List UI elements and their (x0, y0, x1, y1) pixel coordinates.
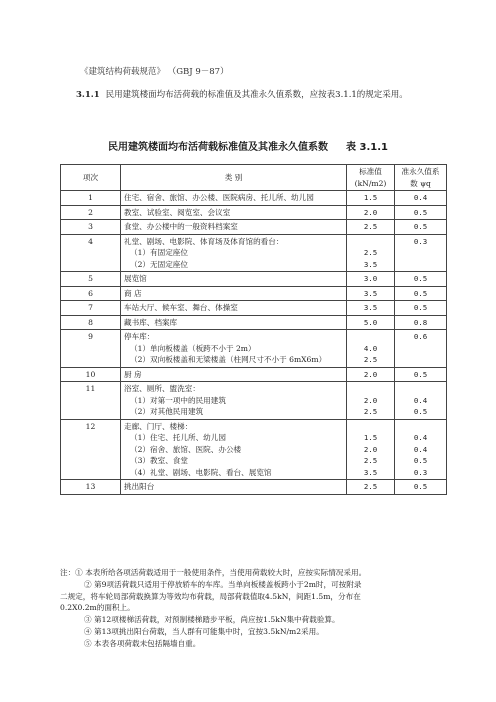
quasi-permanent-coefficient: 0.4 (413, 433, 428, 442)
category-line: 停车库： (124, 332, 155, 341)
table-row (61, 330, 447, 368)
quasi-permanent-coefficient: 0.5 (413, 207, 428, 217)
standard-value (350, 236, 391, 248)
note-2-line-1: ② 第9项活荷载只适用于停放轿车的车库。当单向板楼盖板跨小于2m时，可按附录 (84, 579, 362, 589)
quasi-permanent-coefficient: 0.5 (413, 369, 428, 379)
standard-value: 2.5 (363, 222, 378, 231)
category-line: （2）宿舍、旅馆、医院、办公楼 (130, 444, 242, 454)
row-standard-value (347, 367, 395, 382)
standard-value: 2.0 (363, 369, 378, 379)
row-index: 1 (61, 191, 121, 206)
category-line: 礼堂、剧场、电影院、体育场及体育馆的看台： (124, 236, 284, 246)
table-row (61, 301, 447, 316)
row-standard-value (347, 330, 395, 368)
note-5: ⑤ 本表各项荷载未包括隔墙自重。 (84, 638, 201, 648)
live-load-table (60, 164, 447, 495)
note-2-line-3: 0.2X0.2m的面积上。 (60, 603, 135, 613)
quasi-permanent-coefficient: 0.5 (413, 482, 428, 491)
row-category (121, 382, 347, 420)
standard-value (350, 331, 391, 343)
table-row (61, 220, 447, 235)
quasi-permanent-coefficient: 0.5 (413, 456, 428, 465)
category-line: （4）礼堂、剧场、电影院、看台、展览馆 (130, 467, 272, 477)
row-quasi-permanent (395, 220, 447, 235)
row-quasi-permanent (395, 480, 447, 495)
category-line: （1）有固定座位 (130, 248, 188, 257)
row-category (121, 330, 347, 368)
standard-value: 3.5 (363, 467, 378, 477)
quasi-permanent-coefficient (398, 247, 443, 259)
category-line: 教室、试验室、阅览室、会议室 (124, 207, 231, 217)
row-quasi-permanent (395, 382, 447, 420)
quasi-permanent-coefficient: 0.3 (413, 236, 428, 246)
row-quasi-permanent (395, 301, 447, 316)
header-category: 类 别 (121, 165, 347, 191)
quasi-permanent-coefficient: 0.4 (413, 395, 428, 405)
standard-value: 3.5 (363, 288, 378, 298)
category-line: （2）双向板楼盖和无梁楼盖（柱网尺寸不小于 6mX6m） (130, 355, 327, 364)
quasi-permanent-coefficient (398, 343, 443, 355)
row-index: 4 (61, 234, 121, 272)
category-line: （1）单向板楼盖（板跨不小于 2m） (130, 343, 256, 353)
table-body (61, 191, 447, 495)
row-standard-value (347, 220, 395, 235)
row-quasi-permanent (395, 286, 447, 301)
row-category (121, 315, 347, 330)
row-standard-value (347, 419, 395, 480)
category-line: 挑出阳台 (124, 482, 155, 491)
row-category (121, 272, 347, 287)
row-index: 3 (61, 220, 121, 235)
standard-value: 2.5 (363, 355, 378, 364)
table-row (61, 286, 447, 301)
document-reference: 《建筑结构荷载规范》 （GBJ 9－87） (80, 67, 229, 77)
row-standard-value (347, 234, 395, 272)
row-category (121, 205, 347, 220)
header-index: 项次 (61, 165, 121, 191)
row-quasi-permanent (395, 315, 447, 330)
standard-value: 2.0 (363, 207, 378, 217)
quasi-permanent-coefficient: 0.4 (413, 193, 428, 202)
header-standard-value: 标准值(kN/m2) (347, 165, 395, 191)
standard-value: 3.5 (363, 303, 378, 312)
table-title (0, 138, 496, 153)
row-index: 7 (61, 301, 121, 316)
note-4: ④ 第13项挑出阳台荷载，当人群有可能集中时，宜按3.5kN/m2采用。 (84, 626, 324, 636)
table-number: 表 3.1.1 (346, 142, 388, 153)
quasi-permanent-coefficient: 0.3 (413, 467, 428, 477)
standard-value: 1.5 (363, 433, 378, 442)
category-line: （3）教室、食堂 (130, 456, 188, 465)
row-standard-value (347, 301, 395, 316)
quasi-permanent-coefficient: 0.6 (413, 332, 428, 341)
row-quasi-permanent (395, 272, 447, 287)
row-category (121, 286, 347, 301)
row-category (121, 234, 347, 272)
row-index: 6 (61, 286, 121, 301)
row-index: 9 (61, 330, 121, 368)
table-row (61, 234, 447, 272)
category-line: 商 店 (124, 288, 142, 298)
quasi-permanent-coefficient: 0.5 (413, 303, 428, 312)
quasi-permanent-coefficient: 0.8 (413, 317, 428, 327)
category-line: 食堂、办公楼中的一般资料档案室 (124, 222, 238, 231)
category-line: 藏书库、档案库 (124, 317, 178, 327)
category-line: 车站大厅、候车室、舞台、体操室 (124, 303, 238, 312)
row-index: 8 (61, 315, 121, 330)
row-standard-value (347, 191, 395, 206)
quasi-permanent-coefficient: 0.4 (413, 444, 428, 454)
standard-value: 2.5 (363, 456, 378, 465)
standard-value (350, 383, 391, 395)
row-category (121, 191, 347, 206)
row-index: 10 (61, 367, 121, 382)
category-line: 展览馆 (124, 274, 147, 283)
quasi-permanent-coefficient: 0.5 (413, 222, 428, 231)
quasi-permanent-coefficient: 0.5 (413, 407, 428, 416)
category-line: （1）对第一项中的民用建筑 (130, 395, 226, 405)
note-1: 注：① 本表所给各项活荷载适用于一般使用条件，当使用荷载较大时，应按实际情况采用。 (60, 568, 367, 577)
standard-value (350, 421, 391, 433)
row-index: 5 (61, 272, 121, 287)
row-index: 13 (61, 480, 121, 495)
table-row (61, 272, 447, 287)
standard-value: 2.0 (363, 444, 378, 454)
row-quasi-permanent (395, 419, 447, 480)
standard-value: 5.0 (363, 317, 378, 327)
row-category (121, 480, 347, 495)
category-line: 走廊、门厅、楼梯： (124, 421, 193, 431)
row-quasi-permanent (395, 191, 447, 206)
table-row (61, 419, 447, 480)
standard-value: 3.5 (363, 259, 378, 269)
category-line: 浴室、厕所、盥洗室： (124, 384, 200, 393)
category-line: 厨 房 (124, 369, 142, 379)
clause-text: 民用建筑楼面均布活荷载的标准值及其准永久值系数，应按表3.1.1的规定采用。 (105, 90, 408, 100)
category-line: （2）无固定座位 (130, 259, 188, 269)
row-quasi-permanent (395, 205, 447, 220)
row-standard-value (347, 382, 395, 420)
quasi-permanent-coefficient: 0.5 (413, 274, 428, 283)
table-title-text: 民用建筑楼面均布活荷载标准值及其准永久值系数 (108, 142, 329, 153)
table-row (61, 480, 447, 495)
row-standard-value (347, 480, 395, 495)
quasi-permanent-coefficient (398, 421, 443, 433)
row-index: 12 (61, 419, 121, 480)
row-category (121, 220, 347, 235)
standard-value: 3.0 (363, 274, 378, 283)
row-category (121, 419, 347, 480)
row-standard-value (347, 315, 395, 330)
standard-value: 1.5 (363, 193, 378, 202)
row-quasi-permanent (395, 367, 447, 382)
quasi-permanent-coefficient (398, 259, 443, 271)
clause-paragraph (60, 88, 440, 103)
row-index: 11 (61, 382, 121, 420)
quasi-permanent-coefficient (398, 383, 443, 395)
clause-number: 3.1.1 (76, 90, 100, 100)
row-standard-value (347, 205, 395, 220)
standard-value: 2.5 (363, 407, 378, 416)
category-line: 住宅、宿舍、旅馆、办公楼、医院病房、托儿所、幼儿园 (124, 193, 314, 202)
table-row (61, 382, 447, 420)
row-quasi-permanent (395, 330, 447, 368)
category-line: （1）住宅、托儿所、幼儿园 (130, 433, 226, 442)
table-row (61, 191, 447, 206)
standard-value: 2.0 (363, 395, 378, 405)
quasi-permanent-coefficient (398, 354, 443, 366)
header-quasi-permanent: 准永久值系数 ψq (395, 165, 447, 191)
note-3: ③ 第12项楼梯活荷载，对预制楼梯踏步平板，尚应按1.5kN集中荷载验算。 (84, 615, 340, 625)
category-line: （2）对其他民用建筑 (130, 407, 204, 416)
row-category (121, 367, 347, 382)
standard-value: 4.0 (363, 343, 378, 353)
row-index: 2 (61, 205, 121, 220)
standard-value: 2.5 (363, 248, 378, 257)
table-row (61, 205, 447, 220)
table-header-row (61, 165, 447, 191)
table-row (61, 367, 447, 382)
table-row (61, 315, 447, 330)
row-category (121, 301, 347, 316)
table-notes (60, 567, 450, 650)
note-2-line-2: 二规定，将车轮局部荷载换算为等效均布荷载，局部荷载值取4.5kN，间距1.5m，分布在 (60, 591, 361, 601)
row-quasi-permanent (395, 234, 447, 272)
quasi-permanent-coefficient: 0.5 (413, 288, 428, 298)
standard-value: 2.5 (363, 482, 378, 491)
row-standard-value (347, 272, 395, 287)
row-standard-value (347, 286, 395, 301)
